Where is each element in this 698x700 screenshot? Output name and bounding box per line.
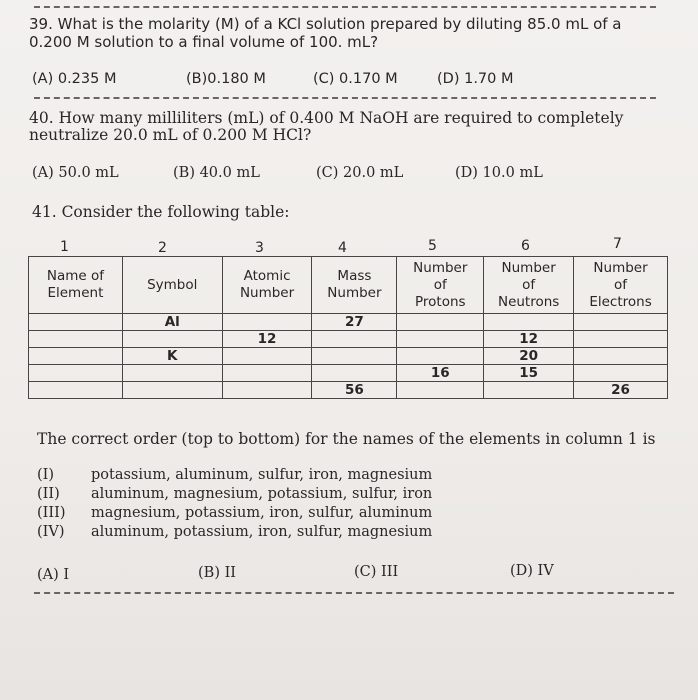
table-row: [29, 365, 668, 382]
table-cell: 15: [484, 365, 574, 382]
q41-option-b: (B) II: [198, 565, 237, 581]
header-symbol: Symbol: [122, 257, 222, 314]
table-cell: 20: [484, 348, 574, 365]
table-cell: [397, 314, 484, 331]
choice-number-ii: (II): [37, 486, 60, 502]
q41-question: The correct order (top to bottom) for the names of the elements in column 1 is: [37, 430, 656, 448]
q40-line1: 40. How many milliliters (mL) of 0.400 M NaOH are required to completely: [29, 109, 624, 127]
q39-option-d: (D) 1.70 M: [437, 71, 514, 87]
column-number-3: 3: [255, 240, 264, 256]
header-mass-number: Mass Number: [312, 257, 397, 314]
table-cell: [574, 314, 668, 331]
table-cell: [29, 348, 123, 365]
choice-text-i: potassium, aluminum, sulfur, iron, magnesium: [91, 467, 433, 483]
q40-option-c: (C) 20.0 mL: [316, 165, 404, 181]
table-cell: [397, 382, 484, 399]
table-cell: [222, 365, 312, 382]
table-row: [29, 382, 668, 399]
table-cell: 12: [222, 331, 312, 348]
table-cell: [29, 382, 123, 399]
column-number-4: 4: [338, 240, 347, 256]
q41-option-d: (D) IV: [510, 563, 554, 579]
column-number-5: 5: [428, 238, 437, 254]
table-cell: [312, 365, 397, 382]
q39-option-b: (B)0.180 M: [186, 71, 266, 87]
header-number-of-electrons: Number of Electrons: [574, 257, 668, 314]
q39-line1: 39. What is the molarity (M) of a KCl solution prepared by diluting 85.0 mL of a: [29, 15, 622, 33]
q40-line2: neutralize 20.0 mL of 0.200 M HCl?: [29, 126, 312, 144]
choice-text-ii: aluminum, magnesium, potassium, sulfur, iron: [91, 486, 433, 502]
q40-option-b: (B) 40.0 mL: [173, 165, 260, 181]
header-name-of-element: Name of Element: [29, 257, 123, 314]
table-cell: [29, 331, 123, 348]
table-row: [29, 348, 668, 365]
table-cell: [222, 382, 312, 399]
header-atomic-number: Atomic Number: [222, 257, 312, 314]
table-cell: [484, 314, 574, 331]
column-number-7: 7: [613, 236, 622, 252]
choice-text-iv: aluminum, potassium, iron, sulfur, magnesium: [91, 524, 433, 540]
table-cell: [312, 348, 397, 365]
table-cell: [484, 382, 574, 399]
column-number-2: 2: [158, 240, 167, 256]
table-cell: [574, 348, 668, 365]
q39-option-c: (C) 0.170 M: [313, 71, 398, 87]
table-cell: 27: [312, 314, 397, 331]
table-cell: 12: [484, 331, 574, 348]
choice-number-iv: (IV): [37, 524, 65, 540]
table-cell: K: [122, 348, 222, 365]
q41-option-a: (A) I: [37, 567, 70, 583]
q39-line2: 0.200 M solution to a final volume of 100. mL?: [29, 33, 379, 51]
table-cell: [574, 331, 668, 348]
table-cell: [397, 348, 484, 365]
table-cell: [397, 331, 484, 348]
table-cell: Al: [122, 314, 222, 331]
table-cell: [122, 331, 222, 348]
table-cell: [222, 348, 312, 365]
dashed-divider: [34, 592, 674, 594]
column-number-6: 6: [521, 238, 530, 254]
q41-option-c: (C) III: [354, 564, 399, 580]
choice-text-iii: magnesium, potassium, iron, sulfur, aluminum: [91, 505, 433, 521]
table-row: [29, 314, 668, 331]
table-cell: 16: [397, 365, 484, 382]
choice-number-i: (I): [37, 467, 55, 483]
table-cell: [312, 331, 397, 348]
table-cell: 26: [574, 382, 668, 399]
table-cell: [222, 314, 312, 331]
dashed-divider: [34, 97, 656, 99]
q39-option-a: (A) 0.235 M: [32, 71, 117, 87]
header-number-of-neutrons: Number of Neutrons: [484, 257, 574, 314]
column-number-1: 1: [60, 239, 69, 255]
choice-number-iii: (III): [37, 505, 66, 521]
table-cell: [574, 365, 668, 382]
element-table: [28, 256, 668, 399]
table-cell: 56: [312, 382, 397, 399]
table-cell: [122, 382, 222, 399]
table-row: [29, 331, 668, 348]
table-cell: [122, 365, 222, 382]
q41-prompt: 41. Consider the following table:: [32, 203, 290, 221]
table-cell: [29, 365, 123, 382]
table-header-row: [29, 257, 668, 314]
header-number-of-protons: Number of Protons: [397, 257, 484, 314]
dashed-divider: [34, 6, 656, 8]
q40-option-d: (D) 10.0 mL: [455, 165, 543, 181]
table-cell: [29, 314, 123, 331]
q40-option-a: (A) 50.0 mL: [32, 165, 119, 181]
